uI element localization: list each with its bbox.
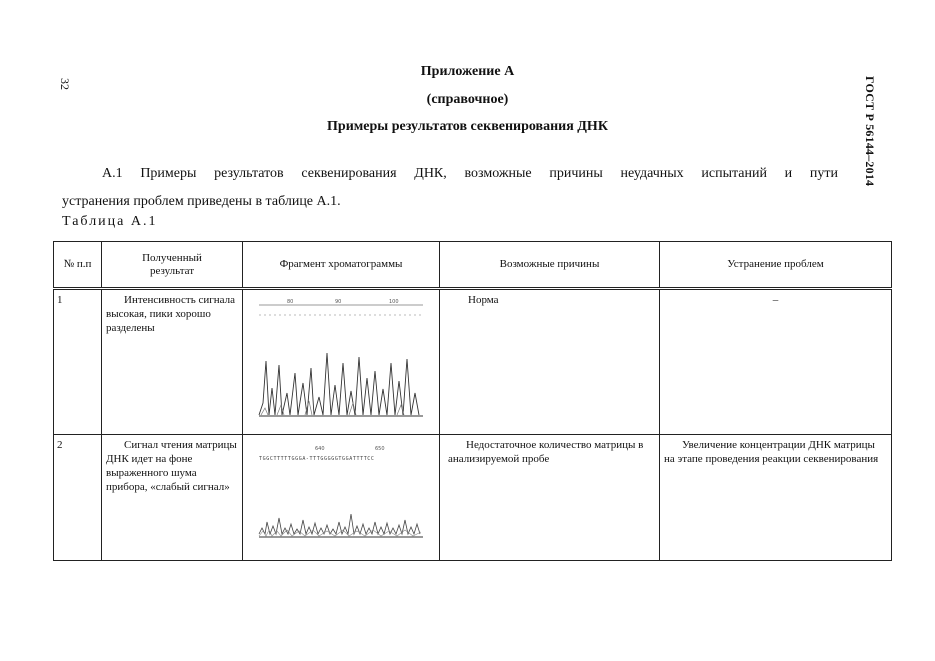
row-number: 1 (57, 294, 63, 306)
row-fix-cell (660, 289, 892, 435)
table-row (54, 435, 892, 561)
row-causes-cell (440, 435, 660, 561)
standard-code: ГОСТ Р 56144–2014 (863, 76, 877, 187)
header-result (102, 242, 243, 289)
row-causes: Недостаточное количество матрицы в анализируемой пробе (448, 439, 644, 465)
row-result: Сигнал чтения матрицы ДНК идет на фоне выраженного шума прибора, «слабый сигнал» (106, 439, 237, 493)
row-number-cell (54, 289, 102, 435)
table-header-row (54, 242, 892, 289)
chrom1-label-2: 100 (389, 299, 399, 305)
appendix-title: Приложение А (420, 64, 515, 79)
header-number: № п.п (54, 242, 102, 289)
appendix-subject: Примеры результатов секвенирования ДНК (327, 119, 608, 134)
row-fix: Увеличение концентрации ДНК матрицы на этапе проведения реакции секвенирования (664, 439, 879, 465)
row-result-cell (102, 435, 243, 561)
header-result-text: Полученный результат (142, 251, 202, 277)
row-number-cell (54, 435, 102, 561)
results-table (53, 241, 892, 561)
row-chromatogram-cell (243, 435, 440, 561)
chrom2-label-1: 650 (375, 446, 385, 452)
row-fix-cell (660, 435, 892, 561)
chrom1-label-0: 80 (287, 299, 294, 305)
row-causes: Норма (468, 294, 499, 306)
page-number: 32 (58, 78, 72, 90)
appendix-kind: (справочное) (426, 92, 509, 107)
chrom1-label-1: 90 (335, 299, 342, 305)
row-chromatogram-cell (243, 289, 440, 435)
chromatogram-noisy-signal-icon (257, 438, 425, 538)
chrom2-label-0: 640 (315, 446, 325, 452)
chrom2-sequence: TGGCTTTTTGGGA-TTTGGGGGTGGATTTTCC (259, 456, 375, 462)
intro-paragraph (62, 160, 838, 216)
row-result-cell (102, 289, 243, 435)
header-causes: Возможные причины (440, 242, 660, 289)
header-fix: Устранение проблем (660, 242, 892, 289)
table-caption: Таблица А.1 (62, 214, 158, 229)
intro-line-1: А.1 Примеры результатов секвенирования ДНК, возможные причины неудачных испытаний и пути (102, 166, 838, 181)
row-fix: – (772, 294, 779, 306)
row-causes-cell (440, 289, 660, 435)
header-chromatogram: Фрагмент хроматограммы (243, 242, 440, 289)
intro-line-2: устранения проблем приведены в таблице А.1. (62, 194, 341, 209)
chromatogram-clean-peaks-icon (257, 293, 425, 417)
row-result: Интенсивность сигнала высокая, пики хорошо разделены (106, 294, 236, 334)
row-number: 2 (57, 439, 63, 451)
table-row (54, 289, 892, 435)
